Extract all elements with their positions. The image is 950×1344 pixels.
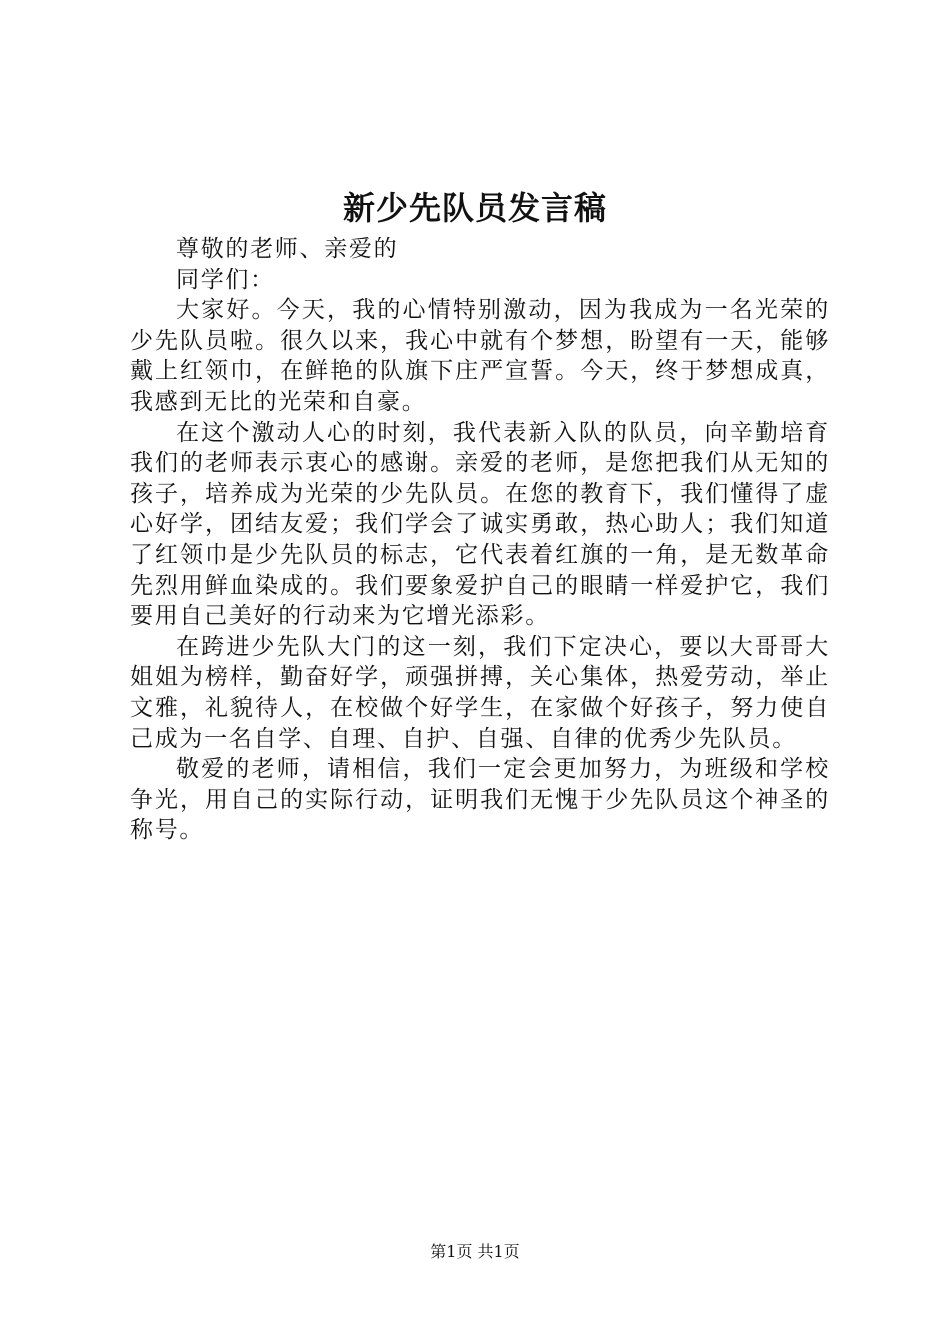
document-body [130,234,830,846]
document-title: 新少先队员发言稿 [342,189,607,227]
salutation-line-1: 尊敬的老师、亲爱的 [176,236,399,262]
paragraph: 在这个激动人心的时刻，我代表新入队的队员，向辛勤培育我们的老师表示衷心的感谢。亲爱的老师，是您把我们从无知的孩子，培养成为光荣的少先队员。在您的教育下，我们懂得了虚心好学，团结友爱；我们学会了诚实勇敢，热心助人；我们知道了红领巾是少先队员的标志，它代表着红旗的一角，是无数革命先烈用鲜血染成的。我们要象爱护自己的眼睛一样爱护它，我们要用自己美好的行动来为它增光添彩。 [130,419,830,630]
paragraph: 在跨进少先队大门的这一刻，我们下定决心，要以大哥哥大姐姐为榜样，勤奋好学，顽强拼搏，关心集体，热爱劳动，举止文雅，礼貌待人，在校做个好学生，在家做个好孩子，努力使自己成为一名自学、自理、自护、自强、自律的优秀少先队员。 [130,633,830,752]
paragraph: 敬爱的老师，请相信，我们一定会更加努力，为班级和学校争光，用自己的实际行动，证明我们无愧于少先队员这个神圣的称号。 [130,756,830,844]
salutation-line-2: 同学们： [176,266,275,293]
paragraph: 大家好。今天，我的心情特别激动，因为我成为一名光荣的少先队员啦。很久以来，我心中就有个梦想，盼望有一天，能够戴上红领巾，在鲜艳的队旗下庄严宣誓。今天，终于梦想成真，我感到无比的光荣和自豪。 [130,297,830,415]
page-footer: 第1页 共1页 [430,1242,520,1261]
